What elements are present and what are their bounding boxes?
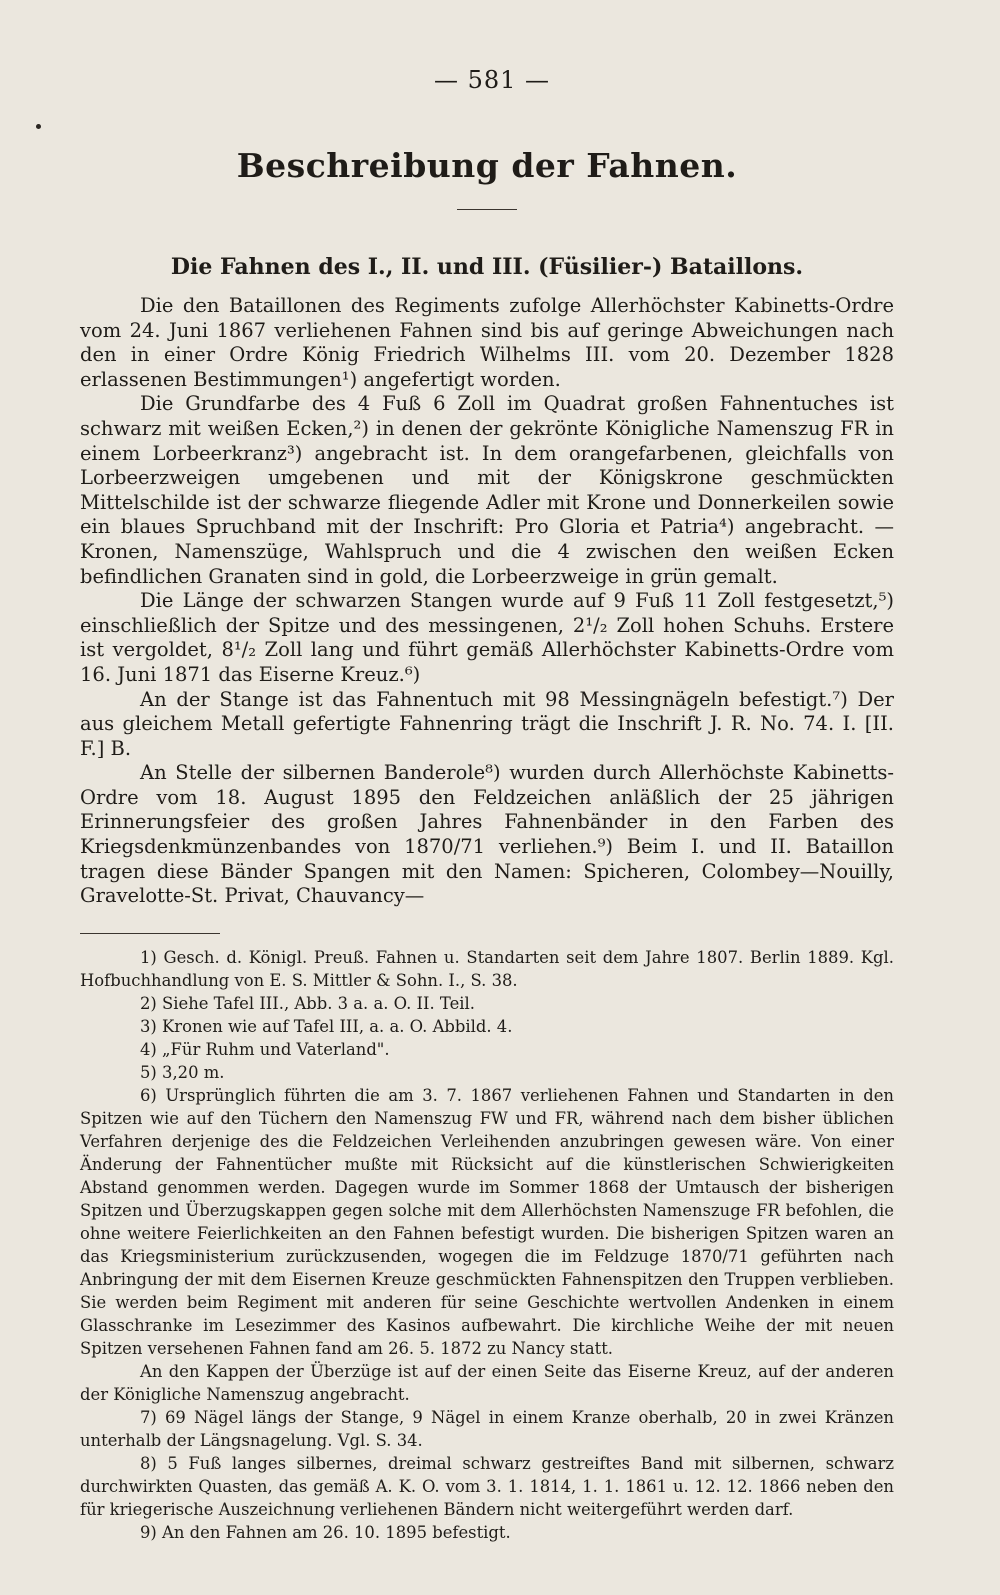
footnote: 4) „Für Ruhm und Vaterland".: [140, 1039, 390, 1059]
footnote: 2) Siehe Tafel III., Abb. 3 a. a. O. II. Teil.: [140, 993, 475, 1013]
paragraph: Die Länge der schwarzen Stangen wurde auf 9 Fuß 11 Zoll festgesetzt,⁵) einschließlich der Spitze und des messingenen, 2¹/₂ Zoll hohen Schuhs. Erstere ist vergoldet, 8¹/₂ Zoll lang und führt gemäß Allerhöchster Kabinetts-Ordre vom 16. Juni 1871 das Eiserne Kreuz.⁶): [80, 589, 894, 686]
footnote: 3) Kronen wie auf Tafel III, a. a. O. Abbild. 4.: [140, 1016, 513, 1036]
page-title: Beschreibung der Fahnen.: [236, 146, 738, 185]
paragraph: An der Stange ist das Fahnentuch mit 98 Messingnägeln befestigt.⁷) Der aus gleichem Metall gefertigte Fahnenring trägt die Inschrift J. R. No. 74. I. [II. F.] B.: [80, 687, 894, 760]
footnote-rule: [80, 933, 220, 934]
footnote: 1) Gesch. d. Königl. Preuß. Fahnen u. Standarten seit dem Jahre 1807. Berlin 1889. Kgl. Hofbuchhandlung von E. S. Mittler & Sohn. I., S. 38.: [80, 947, 894, 990]
footnote: 7) 69 Nägel längs der Stange, 9 Nägel in einem Kranze oberhalb, 20 in zwei Kränzen unterhalb der Längsnagelung. Vgl. S. 34.: [80, 1407, 894, 1450]
footnote: 9) An den Fahnen am 26. 10. 1895 befestigt.: [140, 1522, 511, 1542]
paragraph: Die Grundfarbe des 4 Fuß 6 Zoll im Quadrat großen Fahnentuches ist schwarz mit weißen Ecken,²) in denen der gekrönte Königliche Namenszug FR in einem Lorbeerkranz³) angebracht ist. In dem orangefarbenen, gleichfalls von Lorbeerzweigen umgebenen und mit der Königskrone geschmückten Mittelschilde ist der schwarze fliegende Adler mit Krone und Donnerkeilen sowie ein blaues Spruchband mit der Inschrift: Pro Gloria et Patria⁴) angebracht. — Kronen, Namenszüge, Wahlspruch und die 4 zwischen den weißen Ecken befindlichen Granaten sind in gold, die Lorbeerzweige in grün gemalt.: [80, 392, 894, 588]
section-title: Die Fahnen des I., II. und III. (Füsilier-) Bataillons.: [170, 254, 804, 280]
paragraph: Die den Bataillonen des Regiments zufolge Allerhöchster Kabinetts-Ordre vom 24. Juni 1867 verliehenen Fahnen sind bis auf geringe Abweichungen nach den in einer Ordre König Friedrich Wilhelms III. vom 20. Dezember 1828 erlassenen Bestimmungen¹) angefertigt worden.: [80, 294, 894, 391]
footnote: An den Kappen der Überzüge ist auf der einen Seite das Eiserne Kreuz, auf der anderen der Königliche Namenszug angebracht.: [80, 1361, 894, 1404]
footnotes: [80, 946, 894, 1544]
margin-mark: [36, 124, 41, 129]
body-text: [80, 294, 894, 909]
paragraph: An Stelle der silbernen Banderole⁸) wurden durch Allerhöchste Kabinetts-Ordre vom 18. August 1895 den Feldzeichen anläßlich der 25 jährigen Erinnerungsfeier des großen Jahres Fahnenbänder in den Farben des Kriegsdenkmünzenbandes von 1870/71 verliehen.⁹) Beim I. und II. Bataillon tragen diese Bänder Spangen mit den Namen: Spicheren, Colombey—Nouilly, Gravelotte-St. Privat, Chauvancy—: [80, 761, 894, 908]
footnote: 6) Ursprünglich führten die am 3. 7. 1867 verliehenen Fahnen und Standarten in den Spitzen wie auf den Tüchern den Namenszug FW und FR, während nach dem bisher üblichen Verfahren derjenige des die Feldzeichen Verleihenden anzubringen gewesen wäre. Von einer Änderung der Fahnentücher mußte mit Rücksicht auf die künstlerischen Schwierigkeiten Abstand genommen werden. Dagegen wurde im Sommer 1868 der Umtausch der bisherigen Spitzen und Überzugskappen gegen solche mit dem Allerhöchsten Namenszuge FR befohlen, die ohne weitere Feierlichkeiten an den Fahnen befestigt wurden. Die bisherigen Spitzen waren an das Kriegsministerium zurückzusenden, wogegen die im Feldzuge 1870/71 geführten nach Anbringung der mit dem Eisernen Kreuze geschmückten Fahnenspitzen den Truppen verblieben. Sie werden beim Regiment mit anderen für seine Geschichte wertvollen Andenken in einem Glasschranke im Lesezimmer des Kasinos aufbewahrt. Die kirchliche Weihe der mit neuen Spitzen versehenen Fahnen fand am 26. 5. 1872 zu Nancy statt.: [80, 1085, 894, 1358]
footnote: 5) 3,20 m.: [140, 1062, 225, 1082]
page-number: — 581 —: [433, 66, 551, 94]
title-rule: [457, 209, 517, 210]
footnote: 8) 5 Fuß langes silbernes, dreimal schwarz gestreiftes Band mit silbernen, schwarz durchwirkten Quasten, das gemäß A. K. O. vom 3. 1. 1814, 1. 1. 1861 u. 12. 12. 1866 neben den für kriegerische Auszeichnung verliehenen Bändern nicht weitergeführt werden darf.: [80, 1453, 894, 1519]
